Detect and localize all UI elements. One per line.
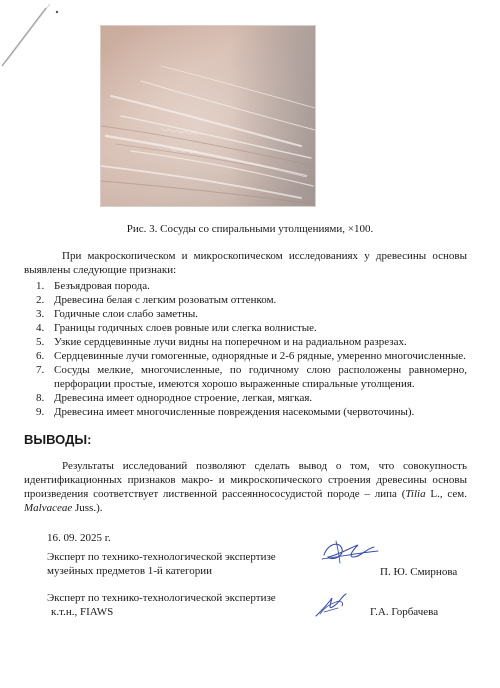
expert-1-title	[47, 550, 276, 578]
list-item-number: 6.	[36, 350, 45, 362]
list-item-text: Узкие сердцевинные лучи видны на поперечном и на радиальном разрезах.	[54, 336, 407, 348]
figure-caption: Рис. 3. Сосуды со спиральными утолщениями, ×100.	[126, 223, 374, 235]
expert-2-name: Г.А. Горбачева	[370, 606, 439, 618]
list-item-number: 2.	[36, 294, 45, 306]
conclusions-heading: ВЫВОДЫ:	[24, 432, 92, 447]
list-item-number: 1.	[36, 280, 45, 292]
list-item	[24, 349, 467, 363]
conclusion-paragraph	[24, 459, 467, 515]
list-item-text: Сердцевинные лучи гомогенные, однорядные и 2-6 рядные, умеренно многочисленные.	[54, 350, 466, 362]
list-item	[24, 279, 467, 293]
list-item	[24, 307, 467, 321]
conclusion-text-part1: Результаты исследований позволяют сделать вывод о том, что совокупность идентификационных признаков макро- и микроскопического строения древесины основы произведения соответствует лиственной рассеяннососудистой породе – липа (	[24, 460, 467, 500]
list-item-number: 9.	[36, 406, 45, 418]
corner-stroke-mark	[0, 0, 60, 70]
list-item-number: 3.	[36, 308, 45, 320]
expert-2-title-line1: Эксперт по технико-технологической экспертизе	[47, 592, 276, 604]
list-item-text: Древесина имеет многочисленные повреждения насекомыми (червоточины).	[54, 406, 415, 418]
list-item-text: Безъядровая порода.	[54, 280, 150, 292]
document-date: 16. 09. 2025 г.	[47, 532, 111, 544]
expert-1-name: П. Ю. Смирнова	[380, 566, 458, 578]
list-item	[24, 391, 467, 405]
list-item	[24, 293, 467, 307]
findings-list	[24, 279, 467, 419]
expert-1-signature	[318, 537, 380, 567]
family-name: Malvaceae	[24, 502, 73, 514]
list-item	[24, 363, 467, 391]
micrograph-image	[100, 25, 316, 207]
list-item-number: 4.	[36, 322, 45, 334]
list-item-text: Границы годичных слоев ровные или слегка волнистые.	[54, 322, 317, 334]
list-item-text: Древесина имеет однородное строение, легкая, мягкая.	[54, 392, 313, 404]
conclusion-text-part3: Juss.).	[72, 502, 103, 514]
list-item	[24, 335, 467, 349]
expert-2-title	[47, 591, 276, 619]
micrograph-illustration	[101, 26, 315, 206]
genus-name: Tilia	[405, 488, 426, 500]
list-item	[24, 321, 467, 335]
expert-1-title-line2: музейных предметов 1-й категории	[47, 565, 213, 577]
expert-2-title-line2: к.т.н., FIAWS	[51, 606, 114, 618]
intro-paragraph: При макроскопическом и микроскопическом исследованиях у древесины основы выявлены следующие признаки:	[24, 250, 467, 276]
list-item-number: 5.	[36, 336, 45, 348]
list-item	[24, 405, 467, 419]
list-item-text: Годичные слои слабо заметны.	[54, 308, 199, 320]
list-item-text: Древесина белая с легким розоватым оттенком.	[54, 294, 277, 306]
list-item-number: 8.	[36, 392, 45, 404]
expert-2-signature	[310, 590, 360, 620]
expert-1-title-line1: Эксперт по технико-технологической экспертизе	[47, 551, 276, 563]
list-item-number: 7.	[36, 364, 45, 376]
list-item-text: Сосуды мелкие, многочисленные, по годичному слою расположены равномерно, перфорации простые, имеются хорошо выраженные спиральные утолщения.	[54, 364, 467, 390]
conclusion-text-part2: L., сем.	[425, 488, 467, 500]
